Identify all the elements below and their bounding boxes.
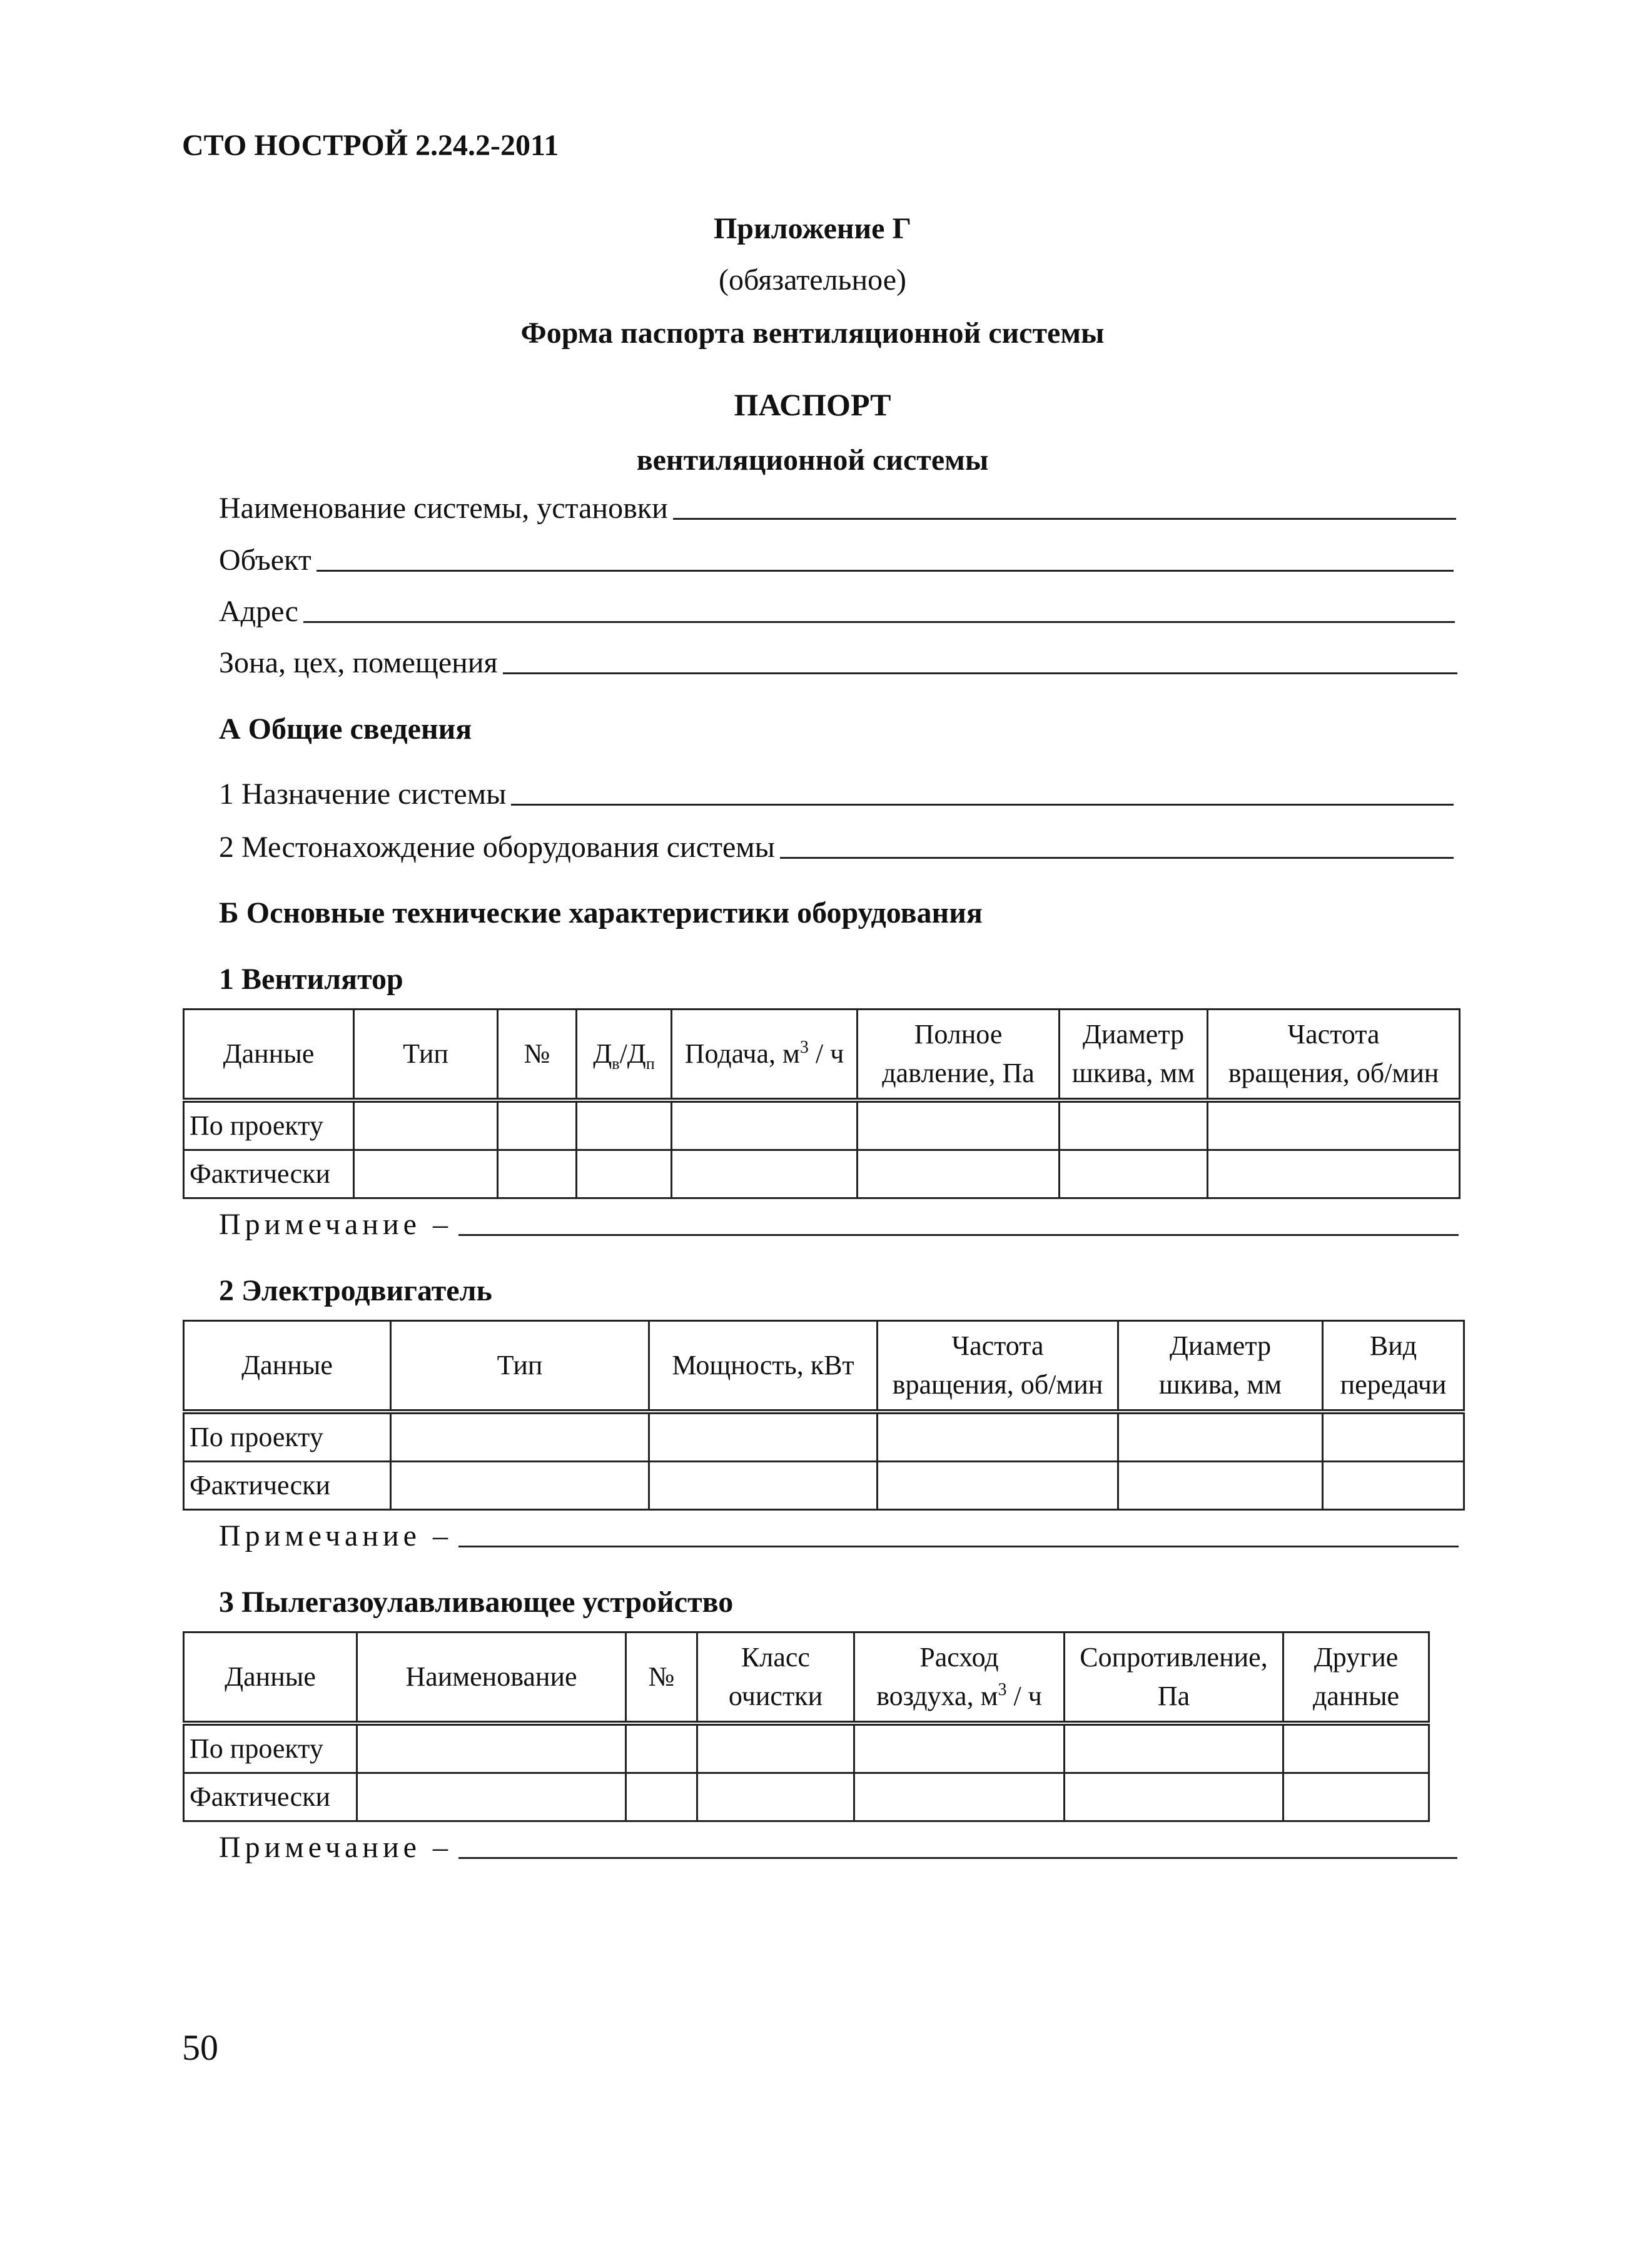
dust-cell[interactable]: [1065, 1723, 1283, 1773]
fan-col-pulley: [1060, 1010, 1208, 1101]
purpose-line[interactable]: [511, 803, 1454, 806]
fan-col-flow: [672, 1010, 858, 1101]
fan-cell[interactable]: [1208, 1150, 1460, 1198]
dust-resist-line-1: Сопротивление,: [1080, 1642, 1268, 1673]
motor-row-project: [184, 1412, 1464, 1462]
dust-col-class: [697, 1633, 854, 1724]
section-b-title: Б Основные технические характеристики оборудования: [219, 896, 983, 929]
dust-row-label: По проекту: [184, 1723, 357, 1773]
motor-row-label: По проекту: [184, 1412, 391, 1462]
dust-col-other: [1283, 1633, 1429, 1724]
fan-cell[interactable]: [1208, 1100, 1460, 1150]
motor-note[interactable]: [219, 1519, 1459, 1553]
dust-col-number: №: [626, 1633, 697, 1724]
motor-header-row: [184, 1321, 1464, 1412]
location-label: 2 Местонахождение оборудования системы: [219, 831, 775, 864]
dust-air-unit: / ч: [1006, 1681, 1042, 1711]
motor-title: 2 Электродвигатель: [219, 1274, 492, 1307]
form-title: Форма паспорта вентиляционной системы: [520, 316, 1105, 350]
pulley-line-2: шкива, мм: [1071, 1058, 1195, 1088]
passport-subtitle: вентиляционной системы: [636, 443, 989, 477]
flow-superscript: 3: [799, 1038, 809, 1057]
fan-col-pressure: [858, 1010, 1060, 1101]
fan-col-type: Тип: [354, 1010, 498, 1101]
motor-cell[interactable]: [649, 1462, 878, 1510]
dust-table: [183, 1631, 1430, 1822]
motor-cell[interactable]: [649, 1412, 878, 1462]
dust-cell[interactable]: [854, 1773, 1065, 1821]
pressure-line-1: Полное: [914, 1019, 1003, 1050]
motor-col-data: Данные: [184, 1321, 391, 1412]
dv-subscript: в: [612, 1055, 620, 1073]
dust-cell[interactable]: [1065, 1773, 1283, 1821]
fan-row-label: Фактически: [184, 1150, 354, 1198]
appendix-status: (обязательное): [719, 263, 906, 296]
dust-air-line-2: воздуха, м: [876, 1681, 998, 1711]
object-field[interactable]: [219, 543, 1454, 577]
pressure-line-2: давление, Па: [882, 1058, 1035, 1088]
rpm-line-2: вращения, об/мин: [1228, 1058, 1439, 1088]
dust-row-project: [184, 1723, 1429, 1773]
motor-col-type: Тип: [391, 1321, 649, 1412]
dust-col-name: Наименование: [357, 1633, 626, 1724]
object-line[interactable]: [316, 569, 1454, 572]
dust-row-actual: [184, 1773, 1429, 1821]
object-label: Объект: [219, 544, 311, 577]
dust-cell[interactable]: [626, 1773, 697, 1821]
location-field[interactable]: [219, 830, 1454, 864]
address-line[interactable]: [303, 620, 1455, 623]
rpm-line-1: Частота: [1287, 1019, 1380, 1050]
motor-col-pulley: [1118, 1321, 1323, 1412]
address-field[interactable]: [219, 594, 1455, 629]
fan-table: [183, 1008, 1460, 1199]
dust-row-label: Фактически: [184, 1773, 357, 1821]
fan-cell[interactable]: [577, 1100, 672, 1150]
dust-resist-line-2: Па: [1157, 1681, 1190, 1711]
motor-cell[interactable]: [391, 1462, 649, 1510]
fan-note[interactable]: [219, 1207, 1459, 1242]
address-label: Адрес: [219, 595, 298, 628]
pulley-line-1: Диаметр: [1082, 1019, 1185, 1050]
fan-col-number: №: [498, 1010, 577, 1101]
appendix-title: Приложение Г: [713, 212, 912, 245]
fan-col-rpm: [1208, 1010, 1460, 1101]
fan-row-project: [184, 1100, 1460, 1150]
dust-col-air: [854, 1633, 1065, 1724]
motor-row-actual: [184, 1462, 1464, 1510]
dust-cell[interactable]: [854, 1723, 1065, 1773]
fan-col-data: Данные: [184, 1010, 354, 1101]
dust-class-line-2: очистки: [728, 1681, 823, 1711]
fan-cell[interactable]: [498, 1100, 577, 1150]
dust-header-row: [184, 1633, 1429, 1724]
dust-class-line-1: Класс: [741, 1642, 810, 1673]
fan-note-line[interactable]: [458, 1233, 1459, 1236]
fan-cell[interactable]: [577, 1150, 672, 1198]
motor-col-rpm: [878, 1321, 1118, 1412]
fan-note-label: Примечание –: [219, 1208, 452, 1241]
motor-note-label: Примечание –: [219, 1519, 452, 1552]
dust-cell[interactable]: [626, 1723, 697, 1773]
fan-cell[interactable]: [1060, 1100, 1208, 1150]
fan-cell[interactable]: [354, 1100, 498, 1150]
fan-col-dv-dp: [577, 1010, 672, 1101]
dust-col-data: Данные: [184, 1633, 357, 1724]
motor-col-power: Мощность, кВт: [649, 1321, 878, 1412]
system-name-line[interactable]: [673, 517, 1456, 520]
section-a-title: А Общие сведения: [219, 712, 472, 746]
flow-unit: / ч: [808, 1038, 844, 1069]
motor-rpm-line-2: вращения, об/мин: [892, 1369, 1103, 1400]
dust-note[interactable]: [219, 1830, 1457, 1865]
dust-col-resistance: [1065, 1633, 1283, 1724]
dv-main: Д: [593, 1038, 612, 1069]
fan-cell[interactable]: [672, 1150, 858, 1198]
fan-cell[interactable]: [498, 1150, 577, 1198]
motor-table: [183, 1320, 1465, 1511]
fan-cell[interactable]: [1060, 1150, 1208, 1198]
fan-cell[interactable]: [354, 1150, 498, 1198]
dp-separator: /Д: [619, 1038, 646, 1069]
fan-cell[interactable]: [672, 1100, 858, 1150]
dust-other-line-1: Другие: [1314, 1642, 1399, 1673]
motor-drive-line-1: Вид: [1369, 1330, 1417, 1361]
dust-cell[interactable]: [697, 1773, 854, 1821]
motor-rpm-line-1: Частота: [951, 1330, 1044, 1361]
fan-row-label: По проекту: [184, 1100, 354, 1150]
motor-cell[interactable]: [1118, 1462, 1323, 1510]
dust-note-label: Примечание –: [219, 1831, 452, 1864]
motor-note-line[interactable]: [458, 1545, 1459, 1547]
motor-cell[interactable]: [878, 1412, 1118, 1462]
dust-title: 3 Пылегазоулавливающее устройство: [219, 1586, 734, 1619]
dust-cell[interactable]: [357, 1773, 626, 1821]
flow-label: Подача, м: [684, 1038, 800, 1069]
motor-cell[interactable]: [391, 1412, 649, 1462]
dp-subscript: п: [645, 1055, 655, 1073]
system-name-label: Наименование системы, установки: [219, 492, 668, 525]
purpose-label: 1 Назначение системы: [219, 777, 507, 811]
fan-cell[interactable]: [858, 1100, 1060, 1150]
fan-cell[interactable]: [858, 1150, 1060, 1198]
document-code: СТО НОСТРОЙ 2.24.2-2011: [182, 129, 559, 162]
motor-pulley-line-1: Диаметр: [1169, 1330, 1272, 1361]
motor-col-drive: [1323, 1321, 1464, 1412]
dust-air-superscript: 3: [998, 1680, 1007, 1699]
motor-pulley-line-2: шкива, мм: [1158, 1369, 1282, 1400]
page-number: 50: [182, 2027, 218, 2068]
location-line[interactable]: [780, 856, 1454, 859]
zone-label: Зона, цех, помещения: [219, 646, 498, 679]
motor-row-label: Фактически: [184, 1462, 391, 1510]
motor-cell[interactable]: [878, 1462, 1118, 1510]
purpose-field[interactable]: [219, 777, 1454, 811]
motor-drive-line-2: передачи: [1340, 1369, 1447, 1400]
fan-header-row: [184, 1010, 1460, 1101]
motor-cell[interactable]: [1323, 1412, 1464, 1462]
zone-field[interactable]: [219, 645, 1457, 680]
dust-other-line-2: данные: [1312, 1681, 1400, 1711]
fan-title: 1 Вентилятор: [219, 963, 403, 996]
dust-cell[interactable]: [697, 1723, 854, 1773]
dust-cell[interactable]: [1283, 1773, 1429, 1821]
motor-cell[interactable]: [1118, 1412, 1323, 1462]
dust-cell[interactable]: [357, 1723, 626, 1773]
dust-note-line[interactable]: [458, 1856, 1457, 1859]
dust-cell[interactable]: [1283, 1723, 1429, 1773]
fan-row-actual: [184, 1150, 1460, 1198]
dust-air-line-1: Расход: [919, 1642, 999, 1673]
passport-title: ПАСПОРТ: [734, 387, 891, 422]
motor-cell[interactable]: [1323, 1462, 1464, 1510]
zone-line[interactable]: [503, 672, 1457, 674]
system-name-field[interactable]: [219, 491, 1456, 525]
